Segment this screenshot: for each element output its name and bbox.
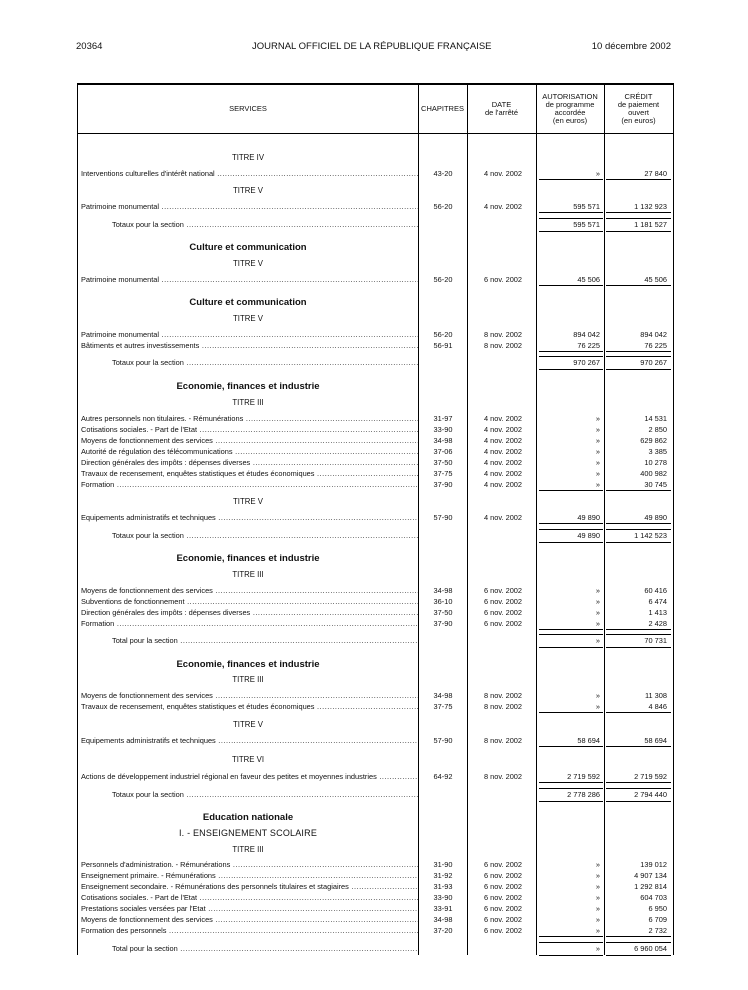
- service-label: Enseignement secondaire. - Rémunérations des personnels titulaires et stagiaires .....: [81, 882, 418, 892]
- service-label: Enseignement primaire. - Rémunérations .....: [81, 871, 418, 881]
- table-row: [78, 586, 673, 596]
- column-header-date: DATE de l'arrêté: [484, 100, 519, 117]
- service-label: Travaux de recensement, enquêtes statistiques et études économiques .....: [81, 469, 418, 479]
- total-box-credit: [606, 356, 671, 370]
- date-cell: 6 nov. 2002: [483, 926, 523, 935]
- service-label: Actions de développement industriel régional en faveur des petites et moyennes industries .....: [81, 772, 418, 782]
- service-label: Totaux pour la section .....: [112, 358, 418, 368]
- credit-cell: 970 267: [640, 358, 667, 367]
- credit-cell: 400 982: [640, 469, 667, 478]
- autorisation-cell: 970 267: [573, 358, 600, 367]
- amount-underline: [539, 746, 603, 747]
- credit-cell: 4 907 134: [634, 871, 667, 880]
- service-label: Formation .....: [81, 480, 418, 490]
- total-box-credit: [606, 788, 671, 802]
- date-cell: 8 nov. 2002: [483, 341, 523, 350]
- service-label: Formation .....: [81, 619, 418, 629]
- date-cell: 4 nov. 2002: [483, 458, 523, 467]
- autorisation-cell: »: [595, 608, 600, 617]
- autorisation-cell: »: [595, 425, 600, 434]
- titre-heading: TITRE V: [233, 497, 263, 506]
- amount-underline: [539, 523, 603, 524]
- table-row: [78, 480, 673, 490]
- amount-underline: [606, 212, 671, 213]
- table-row: [78, 702, 673, 712]
- chapitre-cell: 37-50: [433, 608, 453, 617]
- section-heading: Education nationale: [202, 812, 294, 823]
- total-box-autorisation: [539, 529, 603, 543]
- date-cell: 6 nov. 2002: [483, 871, 523, 880]
- total-box-autorisation: [539, 634, 603, 648]
- table-row: [78, 469, 673, 479]
- service-label: Equipements administratifs et techniques .....: [81, 513, 418, 523]
- autorisation-cell: »: [595, 944, 600, 953]
- chapitre-cell: 57-90: [433, 513, 453, 522]
- total-box-autorisation: [539, 356, 603, 370]
- date-cell: 8 nov. 2002: [483, 702, 523, 711]
- credit-cell: 60 416: [644, 586, 667, 595]
- page-number: 20364: [76, 41, 103, 52]
- autorisation-cell: »: [595, 619, 600, 628]
- amount-underline: [539, 490, 603, 491]
- chapitre-cell: 31-92: [433, 871, 453, 880]
- autorisation-cell: »: [595, 447, 600, 456]
- service-label: Interventions culturelles d'intérêt national .....: [81, 169, 418, 179]
- autorisation-cell: »: [595, 469, 600, 478]
- amount-underline: [606, 351, 671, 352]
- credit-cell: 629 862: [640, 436, 667, 445]
- autorisation-cell: »: [595, 926, 600, 935]
- chapitre-cell: 33-91: [433, 904, 453, 913]
- amount-underline: [606, 179, 671, 180]
- autorisation-cell: »: [595, 169, 600, 178]
- credit-cell: 894 042: [640, 330, 667, 339]
- autorisation-cell: »: [595, 480, 600, 489]
- amount-underline: [539, 285, 603, 286]
- date-cell: 6 nov. 2002: [483, 893, 523, 902]
- table-row: [78, 860, 673, 870]
- amount-underline: [606, 285, 671, 286]
- date-cell: 6 nov. 2002: [483, 882, 523, 891]
- autorisation-cell: 76 225: [577, 341, 600, 350]
- chapitre-cell: 34-98: [433, 436, 453, 445]
- amount-underline: [539, 782, 603, 783]
- service-label: Personnels d'administration. - Rémunérations .....: [81, 860, 418, 870]
- chapitre-cell: 31-93: [433, 882, 453, 891]
- issue-date: 10 décembre 2002: [591, 41, 671, 52]
- table-row: [78, 691, 673, 701]
- credits-table: [77, 83, 674, 955]
- credit-cell: 1 181 527: [634, 220, 667, 229]
- date-cell: 8 nov. 2002: [483, 736, 523, 745]
- date-cell: 6 nov. 2002: [483, 904, 523, 913]
- credit-cell: 2 850: [648, 425, 667, 434]
- chapitre-cell: 37-90: [433, 480, 453, 489]
- service-label: Subventions de fonctionnement .....: [81, 597, 418, 607]
- chapitre-cell: 43-20: [433, 169, 453, 178]
- credit-cell: 27 840: [644, 169, 667, 178]
- service-label: Totaux pour la section .....: [112, 790, 418, 800]
- credit-cell: 2 794 440: [634, 790, 667, 799]
- total-box-credit: [606, 634, 671, 648]
- amount-underline: [606, 746, 671, 747]
- chapitre-cell: 33-90: [433, 893, 453, 902]
- chapitre-cell: 64-92: [433, 772, 453, 781]
- service-label: Patrimoine monumental .....: [81, 202, 418, 212]
- chapitre-cell: 37-75: [433, 469, 453, 478]
- date-cell: 4 nov. 2002: [483, 436, 523, 445]
- titre-heading: TITRE V: [233, 720, 263, 729]
- titre-heading: TITRE III: [232, 570, 264, 579]
- autorisation-cell: »: [595, 702, 600, 711]
- total-box-credit: [606, 942, 671, 956]
- section-heading: Economie, finances et industrie: [176, 659, 320, 670]
- table-row: [78, 425, 673, 435]
- date-cell: 4 nov. 2002: [483, 469, 523, 478]
- autorisation-cell: 45 506: [577, 275, 600, 284]
- date-cell: 6 nov. 2002: [483, 608, 523, 617]
- autorisation-cell: 2 778 286: [567, 790, 600, 799]
- service-label: Patrimoine monumental .....: [81, 330, 418, 340]
- autorisation-cell: »: [595, 436, 600, 445]
- credit-cell: 58 694: [644, 736, 667, 745]
- autorisation-cell: 2 719 592: [567, 772, 600, 781]
- column-header-services: SERVICES: [229, 104, 267, 113]
- autorisation-cell: 894 042: [573, 330, 600, 339]
- date-cell: 6 nov. 2002: [483, 619, 523, 628]
- service-label: Direction générales des impôts : dépenses diverses .....: [81, 458, 418, 468]
- chapitre-cell: 37-90: [433, 619, 453, 628]
- date-cell: 4 nov. 2002: [483, 169, 523, 178]
- service-label: Travaux de recensement, enquêtes statistiques et études économiques .....: [81, 702, 418, 712]
- chapitre-cell: 36-10: [433, 597, 453, 606]
- chapitre-cell: 34-98: [433, 586, 453, 595]
- table-row: [78, 202, 673, 212]
- service-label: Moyens de fonctionnement des services .....: [81, 586, 418, 596]
- credit-cell: 1 132 923: [634, 202, 667, 211]
- total-box-autorisation: [539, 218, 603, 232]
- chapitre-cell: 31-90: [433, 860, 453, 869]
- amount-underline: [606, 490, 671, 491]
- credit-cell: 10 278: [644, 458, 667, 467]
- service-label: Equipements administratifs et techniques .....: [81, 736, 418, 746]
- chapitre-cell: 33-90: [433, 425, 453, 434]
- service-label: Totaux pour la section .....: [112, 220, 418, 230]
- service-label: Cotisations sociales. - Part de l'Etat .....: [81, 425, 418, 435]
- subsection-heading: I. - ENSEIGNEMENT SCOLAIRE: [178, 828, 318, 838]
- date-cell: 6 nov. 2002: [483, 586, 523, 595]
- header-rule: [78, 133, 673, 134]
- table-row: [78, 275, 673, 285]
- amount-underline: [606, 523, 671, 524]
- autorisation-cell: 58 694: [577, 736, 600, 745]
- chapitre-cell: 37-06: [433, 447, 453, 456]
- autorisation-cell: 595 571: [573, 220, 600, 229]
- table-row: [78, 904, 673, 914]
- credit-cell: 76 225: [644, 341, 667, 350]
- amount-underline: [606, 712, 671, 713]
- credit-cell: 3 385: [648, 447, 667, 456]
- amount-underline: [539, 351, 603, 352]
- titre-heading: TITRE V: [233, 259, 263, 268]
- date-cell: 8 nov. 2002: [483, 330, 523, 339]
- titre-heading: TITRE VI: [231, 755, 265, 764]
- credit-cell: 1 142 523: [634, 531, 667, 540]
- autorisation-cell: »: [595, 871, 600, 880]
- amount-underline: [606, 629, 671, 630]
- table-row: [78, 871, 673, 881]
- table-row: [78, 772, 673, 782]
- table-row: [78, 414, 673, 424]
- date-cell: 6 nov. 2002: [483, 275, 523, 284]
- credit-cell: 2 428: [648, 619, 667, 628]
- autorisation-cell: 49 890: [577, 531, 600, 540]
- service-label: Totaux pour la section .....: [112, 531, 418, 541]
- credit-cell: 4 846: [648, 702, 667, 711]
- autorisation-cell: »: [595, 882, 600, 891]
- credit-cell: 6 474: [648, 597, 667, 606]
- section-heading: Economie, finances et industrie: [176, 381, 320, 392]
- autorisation-cell: »: [595, 860, 600, 869]
- table-row: [78, 341, 673, 351]
- section-heading: Culture et communication: [189, 297, 307, 308]
- table-row: [78, 736, 673, 746]
- date-cell: 6 nov. 2002: [483, 915, 523, 924]
- date-cell: 4 nov. 2002: [483, 480, 523, 489]
- titre-heading: TITRE V: [233, 186, 263, 195]
- table-row: [78, 513, 673, 523]
- service-label: Total pour la section .....: [112, 944, 418, 954]
- total-box-autorisation: [539, 788, 603, 802]
- table-row: [78, 882, 673, 892]
- column-header-chapitres: CHAPITRES: [421, 104, 464, 113]
- table-row: [78, 597, 673, 607]
- chapitre-cell: 56-91: [433, 341, 453, 350]
- autorisation-cell: 595 571: [573, 202, 600, 211]
- chapitre-cell: 37-20: [433, 926, 453, 935]
- date-cell: 4 nov. 2002: [483, 202, 523, 211]
- titre-heading: TITRE III: [232, 398, 264, 407]
- service-label: Cotisations sociales. - Part de l'Etat .....: [81, 893, 418, 903]
- service-label: Prestations sociales versées par l'Etat .....: [81, 904, 418, 914]
- date-cell: 4 nov. 2002: [483, 447, 523, 456]
- autorisation-cell: »: [595, 691, 600, 700]
- chapitre-cell: 57-90: [433, 736, 453, 745]
- credit-cell: 14 531: [644, 414, 667, 423]
- chapitre-cell: 31-97: [433, 414, 453, 423]
- column-header-credit: CRÉDIT de paiement ouvert (en euros): [617, 92, 660, 125]
- autorisation-cell: »: [595, 586, 600, 595]
- credit-cell: 30 745: [644, 480, 667, 489]
- credit-cell: 45 506: [644, 275, 667, 284]
- total-box-credit: [606, 218, 671, 232]
- section-heading: Economie, finances et industrie: [176, 553, 320, 564]
- service-label: Total pour la section .....: [112, 636, 418, 646]
- service-label: Formation des personnels .....: [81, 926, 418, 936]
- credit-cell: 604 703: [640, 893, 667, 902]
- credit-cell: 2 719 592: [634, 772, 667, 781]
- service-label: Autres personnels non titulaires. - Rémunérations .....: [81, 414, 418, 424]
- chapitre-cell: 56-20: [433, 275, 453, 284]
- service-label: Bâtiments et autres investissements .....: [81, 341, 418, 351]
- titre-heading: TITRE IV: [231, 153, 265, 162]
- table-row: [78, 436, 673, 446]
- titre-heading: TITRE III: [232, 675, 264, 684]
- service-label: Moyens de fonctionnement des services .....: [81, 915, 418, 925]
- autorisation-cell: 49 890: [577, 513, 600, 522]
- autorisation-cell: »: [595, 597, 600, 606]
- chapitre-cell: 37-50: [433, 458, 453, 467]
- credit-cell: 139 012: [640, 860, 667, 869]
- service-label: Autorité de régulation des télécommunications .....: [81, 447, 418, 457]
- credit-cell: 49 890: [644, 513, 667, 522]
- chapitre-cell: 56-20: [433, 330, 453, 339]
- date-cell: 8 nov. 2002: [483, 691, 523, 700]
- table-row: [78, 330, 673, 340]
- section-heading: Culture et communication: [189, 242, 307, 253]
- column-header-autorisation: AUTORISATION de programme accordée (en euros): [542, 92, 598, 125]
- table-row: [78, 608, 673, 618]
- date-cell: 4 nov. 2002: [483, 513, 523, 522]
- chapitre-cell: 37-75: [433, 702, 453, 711]
- total-box-autorisation: [539, 942, 603, 956]
- credit-cell: 2 732: [648, 926, 667, 935]
- credit-cell: 1 292 814: [634, 882, 667, 891]
- table-row: [78, 169, 673, 179]
- autorisation-cell: »: [595, 458, 600, 467]
- amount-underline: [539, 179, 603, 180]
- amount-underline: [539, 212, 603, 213]
- amount-underline: [539, 629, 603, 630]
- date-cell: 6 nov. 2002: [483, 860, 523, 869]
- titre-heading: TITRE V: [233, 314, 263, 323]
- chapitre-cell: 34-98: [433, 691, 453, 700]
- autorisation-cell: »: [595, 414, 600, 423]
- amount-underline: [539, 712, 603, 713]
- date-cell: 8 nov. 2002: [483, 772, 523, 781]
- credit-cell: 6 950: [648, 904, 667, 913]
- service-label: Moyens de fonctionnement des services .....: [81, 436, 418, 446]
- chapitre-cell: 56-20: [433, 202, 453, 211]
- autorisation-cell: »: [595, 636, 600, 645]
- credit-cell: 6 709: [648, 915, 667, 924]
- amount-underline: [606, 782, 671, 783]
- date-cell: 6 nov. 2002: [483, 597, 523, 606]
- table-row: [78, 447, 673, 457]
- autorisation-cell: »: [595, 904, 600, 913]
- total-box-credit: [606, 529, 671, 543]
- date-cell: 4 nov. 2002: [483, 425, 523, 434]
- service-label: Moyens de fonctionnement des services .....: [81, 691, 418, 701]
- table-row: [78, 458, 673, 468]
- table-row: [78, 893, 673, 903]
- amount-underline: [539, 936, 603, 937]
- autorisation-cell: »: [595, 893, 600, 902]
- table-row: [78, 915, 673, 925]
- amount-underline: [606, 936, 671, 937]
- journal-title: JOURNAL OFFICIEL DE LA RÉPUBLIQUE FRANÇAISE: [252, 41, 492, 52]
- date-cell: 4 nov. 2002: [483, 414, 523, 423]
- autorisation-cell: »: [595, 915, 600, 924]
- titre-heading: TITRE III: [232, 845, 264, 854]
- credit-cell: 70 731: [644, 636, 667, 645]
- credit-cell: 1 413: [648, 608, 667, 617]
- table-row: [78, 619, 673, 629]
- credit-cell: 6 960 054: [634, 944, 667, 953]
- service-label: Patrimoine monumental .....: [81, 275, 418, 285]
- service-label: Direction générales des impôts : dépenses diverses .....: [81, 608, 418, 618]
- credit-cell: 11 308: [644, 691, 667, 700]
- table-row: [78, 926, 673, 936]
- chapitre-cell: 34-98: [433, 915, 453, 924]
